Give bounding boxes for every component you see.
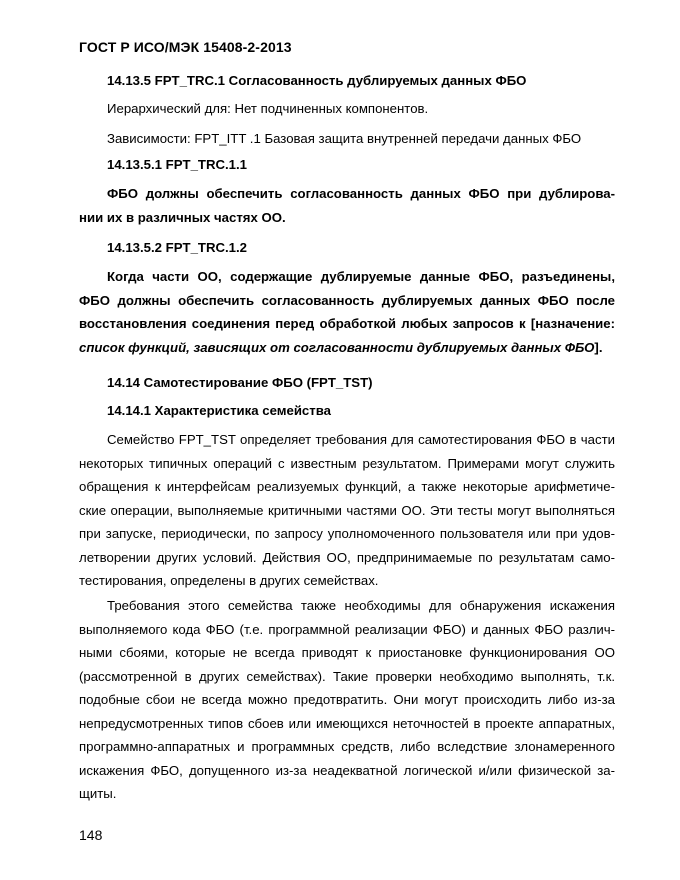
paragraph-line: при запуске, периодически, по запросу уполномоченного пользователя или при удов-	[79, 526, 615, 541]
section-14-13-5-title: 14.13.5 FPT_TRC.1 Согласованность дублируемых данных ФБО	[107, 73, 527, 88]
paragraph-line: ские операции, выполняемые критичными частями ОО. Эти тесты могут выполняться	[79, 502, 615, 518]
paragraph-line: ными сбоями, которые не всегда приводят к приостановке функционирования ОО	[79, 645, 615, 660]
family-paragraph-1	[79, 428, 615, 593]
paragraph-line: искажения ФБО, допущенного из-за неадекватной логической и/или физической за-	[79, 762, 615, 778]
paragraph-line: Требования этого семейства также необходимы для обнаружения искажения	[107, 598, 615, 613]
section-14-13-5-1-title: 14.13.5.1 FPT_TRC.1.1	[107, 157, 248, 172]
requirement-line: ФБО должны обеспечить согласованность дублируемых данных ФБО после	[79, 292, 615, 308]
paragraph-line: летворении других условий. Действия ОО, предпринимаемые по результатам само-	[79, 549, 615, 565]
section-14-14-title: 14.14 Самотестирование ФБО (FPT_TST)	[107, 375, 373, 390]
assignment-italic: список функций, зависящих от согласованности дублируемых данных ФБО	[79, 339, 595, 355]
requirement-fpt-trc-1-2	[79, 265, 615, 359]
family-paragraph-2	[79, 594, 615, 806]
paragraph-line: выполняемого кода ФБО (т.е. программной реализации ФБО) и данных ФБО различ-	[79, 621, 615, 637]
section-14-13-5-2-title: 14.13.5.2 FPT_TRC.1.2	[107, 240, 248, 255]
dependencies-text: Зависимости: FPT_ITT .1 Базовая защита внутренней передачи данных ФБО	[107, 131, 582, 146]
requirement-line: Когда части ОО, содержащие дублируемые данные ФБО, разъединены,	[107, 269, 615, 284]
requirement-fpt-trc-1-1	[79, 182, 615, 229]
assignment-close: ].	[594, 339, 603, 355]
paragraph-line: (рассмотренной в других семействах). Такие проверки необходимо выполнять, т.к.	[79, 668, 615, 684]
paragraph-line: программно-аппаратных и программных средств, либо вследствие злонамеренного	[79, 739, 615, 754]
paragraph-line: тестирования, определены в других семействах.	[79, 573, 379, 588]
requirement-line: восстановления соединения перед обработкой любых запросов к [назначение:	[79, 316, 615, 331]
requirement-line-last	[79, 336, 615, 360]
hierarchy-text: Иерархический для: Нет подчиненных компонентов.	[107, 101, 429, 116]
section-14-14-1-title: 14.14.1 Характеристика семейства	[107, 403, 331, 418]
paragraph-line: щиты.	[79, 786, 117, 801]
paragraph-line: непредусмотренных типов сбоев или имеющихся неточностей в проекте аппаратных,	[79, 715, 615, 731]
requirement-line: ФБО должны обеспечить согласованность данных ФБО при дублирова-	[107, 186, 615, 201]
document-header: ГОСТ Р ИСО/МЭК 15408-2-2013	[79, 39, 292, 55]
paragraph-line: Семейство FPT_TST определяет требования для самотестирования ФБО в части	[107, 432, 615, 447]
paragraph-line: некоторых типичных операций с известным результатом. Примерами могут служить	[79, 455, 615, 471]
paragraph-line: подобные сбои не всегда можно предотвратить. Они могут происходить либо из-за	[79, 692, 615, 707]
page-number: 148	[79, 827, 103, 843]
paragraph-line: обращения к интерфейсам реализуемых функций, а также некоторые арифметиче-	[79, 479, 615, 494]
requirement-line: нии их в различных частях ОО.	[79, 209, 286, 225]
